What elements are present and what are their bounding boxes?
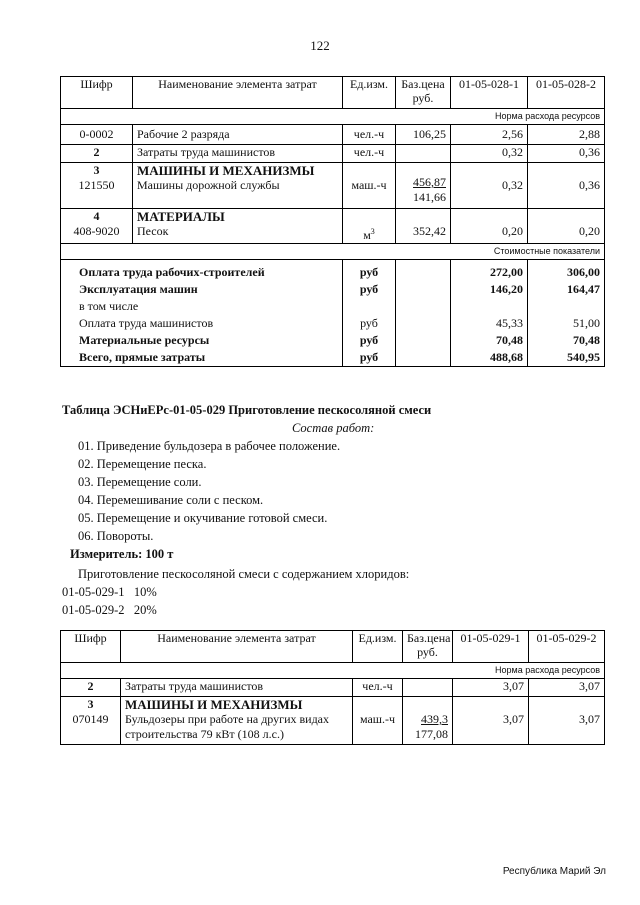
meter-label: Измеритель: 100 т: [70, 547, 174, 561]
table-row: 2 Затраты труда машинистов чел.-ч 3,07 3,07: [61, 679, 605, 697]
list-item: 02. Перемещение песка.: [78, 457, 207, 471]
table-row: 4 408-9020 МАТЕРИАЛЫ Песок $м^3$ 352,42 0,20 0,20: [61, 209, 605, 244]
norm-label: Норма расхода ресурсов: [61, 663, 605, 679]
header-name: Наименование элемента затрат: [121, 631, 353, 663]
table-row: 0-0002 Рабочие 2 разряда чел.-ч 106,25 2,56 2,88: [61, 125, 605, 145]
header-col1: 01-05-028-1: [451, 77, 528, 109]
list-item: 04. Перемешивание соли с песком.: [78, 493, 264, 507]
header-col2: 01-05-028-2: [528, 77, 605, 109]
section-title: Таблица ЭСНиЕРс-01-05-029 Приготовление пескосоляной смеси: [62, 403, 432, 417]
list-item: 03. Перемещение соли.: [78, 475, 202, 489]
resource-table-2: [60, 630, 605, 745]
list-item: 01. Приведение бульдозера в рабочее положение.: [78, 439, 341, 453]
table-row: 3 070149 МАШИНЫ И МЕХАНИЗМЫ Бульдозеры при работе на других видах строительства 79 кВт (108 л.с.) маш.-ч 439,3 177,08 3,07 3,07: [61, 697, 605, 745]
header-code: Шифр: [61, 631, 121, 663]
header-price: Баз.цена руб.: [403, 631, 453, 663]
list-item: 05. Перемещение и окучивание готовой смеси.: [78, 511, 328, 525]
header-code: Шифр: [61, 77, 133, 109]
norm-label: Норма расхода ресурсов: [61, 109, 605, 125]
footer: Республика Марий Эл: [502, 866, 606, 877]
table-row: 2 Затраты труда машинистов чел.-ч 0,32 0,36: [61, 145, 605, 163]
table-row: 3 121550 МАШИНЫ И МЕХАНИЗМЫ Машины дорожной службы маш.-ч 456,87 141,66 0,32 0,36: [61, 163, 605, 209]
description: Приготовление пескосоляной смеси с содержанием хлоридов:: [78, 567, 410, 581]
cost-rows: Оплата труда рабочих-строителей Эксплуатация машин в том числе Оплата труда машинистов Материальные ресурсы Всего, прямые затраты руб руб руб руб руб 272,00 146,20 45,33 70,48 488,68 306,00 164,47 51,00 70,48 540,95: [61, 260, 605, 367]
resource-table-1: [60, 76, 605, 367]
header-unit: Ед.изм.: [343, 77, 396, 109]
header-col1: 01-05-029-1: [453, 631, 529, 663]
header-col2: 01-05-029-2: [529, 631, 605, 663]
header-unit: Ед.изм.: [353, 631, 403, 663]
header-price: Баз.цена руб.: [396, 77, 451, 109]
variant-1: 01-05-029-1 10%: [62, 585, 157, 599]
variant-2: 01-05-029-2 20%: [62, 603, 157, 617]
header-name: Наименование элемента затрат: [133, 77, 343, 109]
works-title: Состав работ:: [292, 421, 375, 435]
page-number: 122: [310, 38, 330, 53]
cost-label: Стоимостные показатели: [61, 244, 605, 260]
list-item: 06. Повороты.: [78, 529, 154, 543]
